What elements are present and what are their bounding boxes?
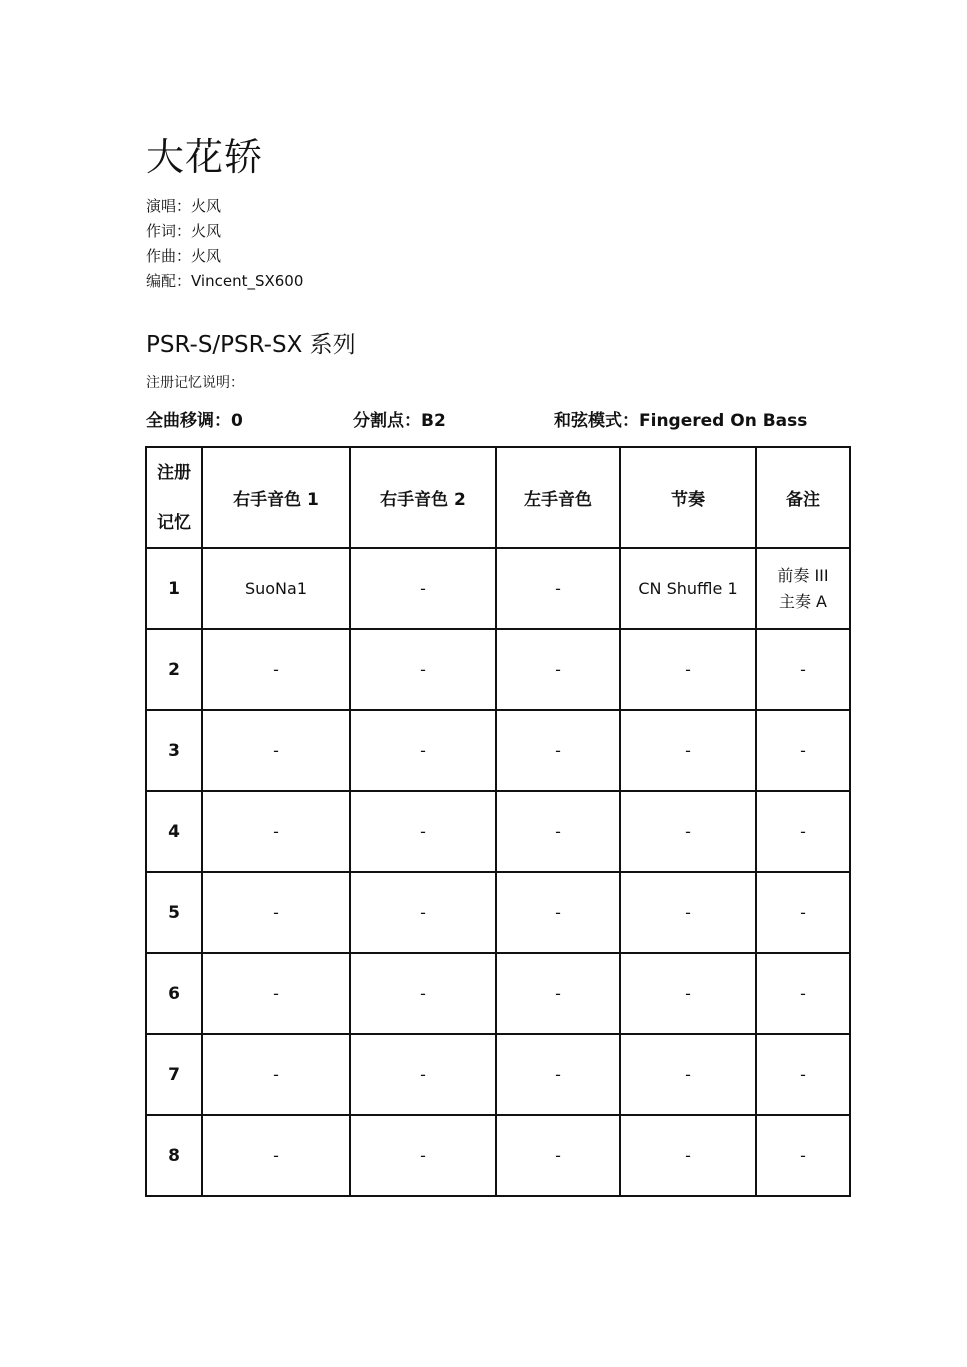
table-row	[146, 629, 850, 710]
cell-style: -	[620, 791, 756, 872]
cell-left-voice: -	[496, 953, 620, 1034]
cell-style: -	[620, 1034, 756, 1115]
table-row	[146, 548, 850, 629]
table-row	[146, 1115, 850, 1196]
cell-right-voice-2: -	[350, 1034, 496, 1115]
arranger-line: 编配：Vincent_SX600	[146, 272, 304, 290]
cell-right-voice-1: -	[202, 872, 350, 953]
cell-right-voice-2: -	[350, 872, 496, 953]
cell-remark: -	[756, 791, 850, 872]
cell-right-voice-1: -	[202, 953, 350, 1034]
remark-line2: 主奏 A	[778, 591, 828, 611]
cell-remark: -	[756, 953, 850, 1034]
header-registration	[146, 447, 202, 548]
cell-right-voice-1: -	[202, 791, 350, 872]
row-number: 7	[146, 1034, 202, 1115]
header-remark: 备注	[756, 447, 850, 548]
row-number: 5	[146, 872, 202, 953]
cell-left-voice: -	[496, 710, 620, 791]
row-number: 1	[146, 548, 202, 629]
cell-right-voice-1: -	[202, 710, 350, 791]
cell-remark: -	[756, 629, 850, 710]
header-right-voice-1: 右手音色 1	[202, 447, 350, 548]
row-number: 6	[146, 953, 202, 1034]
table-row	[146, 710, 850, 791]
registration-note: 注册记忆说明：	[146, 375, 244, 391]
cell-right-voice-2: -	[350, 1115, 496, 1196]
table-row	[146, 791, 850, 872]
song-title: 大花轿	[146, 135, 264, 179]
lyricist-line: 作词：火风	[146, 222, 222, 240]
table-header-row	[146, 447, 850, 548]
cell-left-voice: -	[496, 548, 620, 629]
transpose-setting: 全曲移调：0	[146, 411, 243, 431]
table-row	[146, 872, 850, 953]
cell-left-voice: -	[496, 872, 620, 953]
table-row	[146, 1034, 850, 1115]
cell-style: -	[620, 629, 756, 710]
row-number: 3	[146, 710, 202, 791]
row-number: 4	[146, 791, 202, 872]
cell-style: -	[620, 710, 756, 791]
cell-right-voice-1: -	[202, 629, 350, 710]
registration-table	[145, 446, 851, 1197]
header-right-voice-2: 右手音色 2	[350, 447, 496, 548]
cell-left-voice: -	[496, 629, 620, 710]
header-style: 节奏	[620, 447, 756, 548]
cell-style: -	[620, 1115, 756, 1196]
cell-style: CN Shuffle 1	[620, 548, 756, 629]
cell-left-voice: -	[496, 791, 620, 872]
header-registration-line2: 记忆	[157, 512, 191, 533]
row-number: 8	[146, 1115, 202, 1196]
cell-left-voice: -	[496, 1034, 620, 1115]
cell-remark: -	[756, 872, 850, 953]
cell-remark: -	[756, 1115, 850, 1196]
cell-right-voice-2: -	[350, 791, 496, 872]
cell-style: -	[620, 953, 756, 1034]
cell-right-voice-2: -	[350, 710, 496, 791]
table-row	[146, 953, 850, 1034]
singer-line: 演唱：火风	[146, 197, 222, 215]
cell-remark: -	[756, 1034, 850, 1115]
cell-right-voice-1: SuoNa1	[202, 548, 350, 629]
cell-right-voice-1: -	[202, 1115, 350, 1196]
remark-line1: 前奏 III	[777, 565, 829, 585]
chord-mode-setting: 和弦模式：Fingered On Bass	[554, 411, 808, 431]
series-title: PSR-S/PSR-SX 系列	[146, 332, 356, 358]
cell-right-voice-2: -	[350, 548, 496, 629]
cell-remark	[756, 548, 850, 629]
cell-right-voice-1: -	[202, 1034, 350, 1115]
composer-line: 作曲：火风	[146, 247, 222, 265]
cell-style: -	[620, 872, 756, 953]
cell-left-voice: -	[496, 1115, 620, 1196]
header-registration-line1: 注册	[157, 462, 191, 483]
row-number: 2	[146, 629, 202, 710]
cell-right-voice-2: -	[350, 629, 496, 710]
header-left-voice: 左手音色	[496, 447, 620, 548]
split-point-setting: 分割点：B2	[353, 411, 446, 431]
cell-right-voice-2: -	[350, 953, 496, 1034]
cell-remark: -	[756, 710, 850, 791]
